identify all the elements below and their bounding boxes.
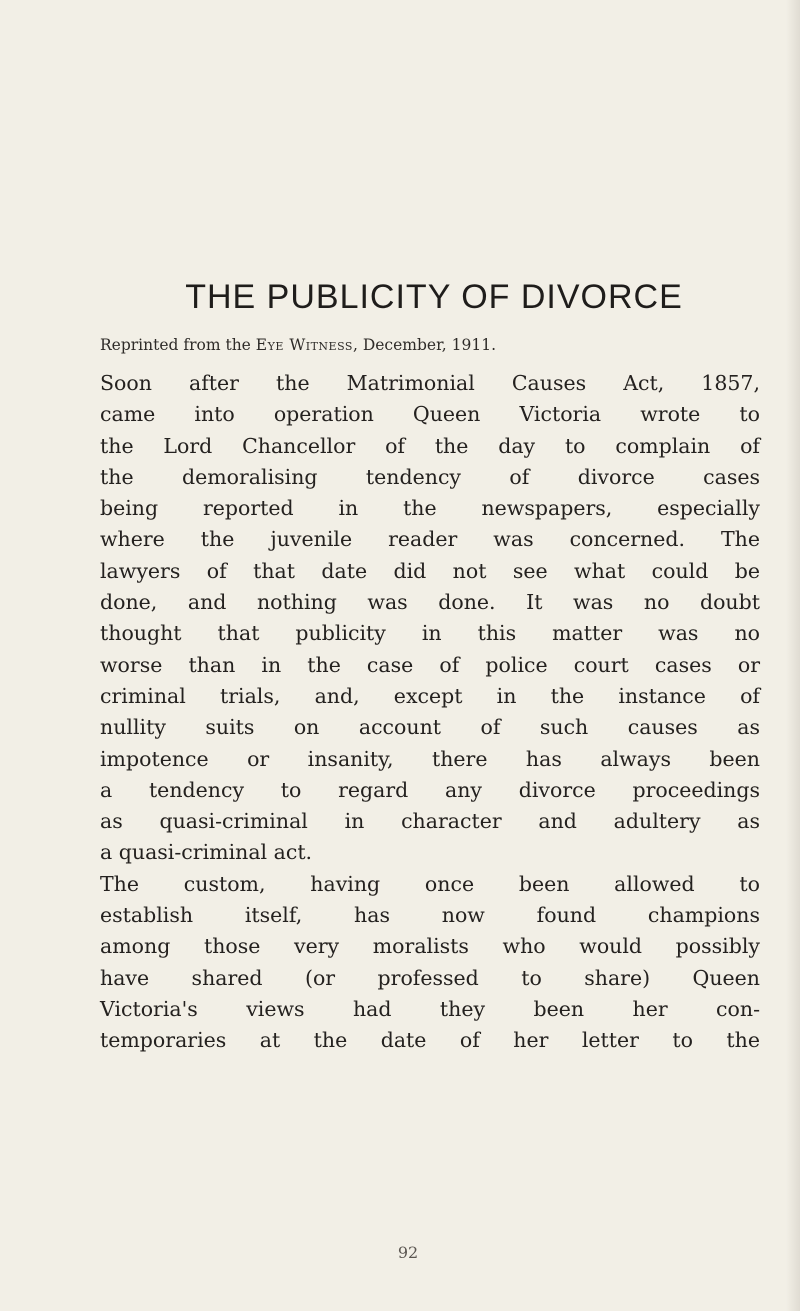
page-number: 92 — [397, 1243, 419, 1262]
reprint-note — [100, 336, 760, 354]
text-line: a tendency to regard any divorce proceedings — [100, 777, 760, 802]
text-line: being reported in the newspapers, especially — [100, 496, 760, 521]
text-line: impotence or insanity, there has always been — [100, 746, 760, 771]
text-line: lawyers of that date did not see what could be — [100, 558, 760, 583]
page-title: THE PUBLICITY OF DIVORCE — [185, 278, 683, 316]
text-line: The custom, having once been allowed to — [100, 871, 760, 896]
text-line: Soon after the Matrimonial Causes Act, 1857, — [100, 371, 760, 395]
text-line: worse than in the case of police court cases or — [100, 652, 760, 677]
body-text — [100, 368, 760, 1057]
paragraph-2 — [100, 869, 760, 1057]
reprint-source: Eye Witness — [255, 336, 353, 354]
text-line: have shared (or professed to share) Queen — [100, 965, 760, 990]
text-line: the demoralising tendency of divorce cases — [100, 464, 760, 489]
text-line: as quasi-criminal in character and adultery as — [100, 809, 760, 834]
paragraph-1 — [100, 368, 760, 869]
reprint-prefix: Reprinted from the — [100, 336, 256, 354]
text-line: nullity suits on account of such causes as — [100, 715, 760, 740]
text-line: the Lord Chancellor of the day to complain of — [100, 433, 760, 458]
text-line: where the juvenile reader was concerned. The — [100, 527, 760, 552]
text-line: thought that publicity in this matter was no — [100, 621, 760, 646]
text-line: came into operation Queen Victoria wrote to — [100, 402, 760, 427]
page-edge-shadow — [786, 0, 800, 1311]
text-line: temporaries at the date of her letter to the — [100, 1028, 760, 1053]
text-line: establish itself, has now found champions — [100, 903, 760, 928]
reprint-suffix: , December, 1911. — [352, 336, 497, 354]
text-line: done, and nothing was done. It was no doubt — [100, 590, 760, 615]
text-line: among those very moralists who would possibly — [100, 934, 760, 959]
text-line: Victoria's views had they been her con- — [100, 996, 760, 1021]
text-line: a quasi-criminal act. — [100, 840, 313, 865]
text-line: criminal trials, and, except in the instance of — [100, 683, 760, 708]
